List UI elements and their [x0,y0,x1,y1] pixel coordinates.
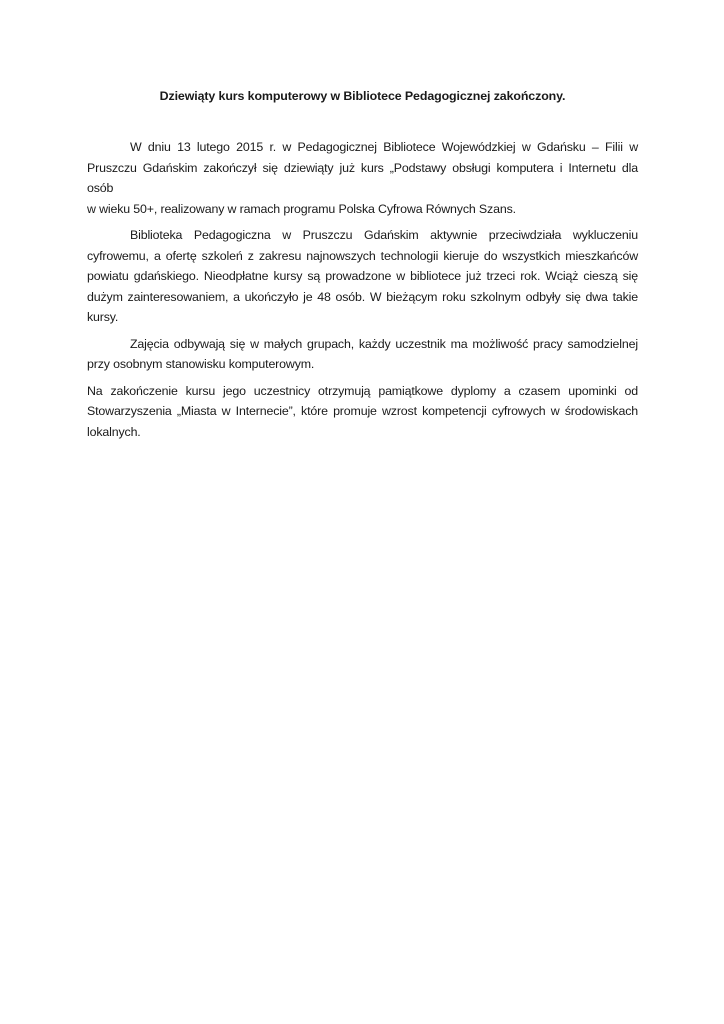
document-body [87,137,638,448]
document-page [87,0,638,1024]
paragraph-1-line-2: Pruszczu Gdańskim zakończył się dziewiąty już kurs „Podstawy obsługi komputera i Internetu dla [87,160,638,175]
paragraph-1-continued [87,158,638,220]
paragraph-1-line-4: w wieku 50+, realizowany w ramach programu Polska Cyfrowa Równych Szans. [87,201,516,216]
paragraph-1-line-3: osób [87,181,114,195]
paragraph-1 [87,137,638,158]
paragraph-3: Zajęcia odbywają się w małych grupach, każdy uczestnik ma możliwość pracy samodzielnej przy osobnym stanowisku komputerowym. [87,336,638,371]
paragraph-4: Na zakończenie kursu jego uczestnicy otrzymują pamiątkowe dyplomy a czasem upominki od Stowarzyszenia „Miasta w Internecie”, które promuje wzrost kompetencji cyfrowych w środowiskach lokalnych. [87,383,638,439]
document-title: Dziewiąty kurs komputerowy w Bibliotece Pedagogicznej zakończony. [159,89,566,103]
paragraph-2: Biblioteka Pedagogiczna w Pruszczu Gdańskim aktywnie przeciwdziała wykluczeniu cyfrowemu, a ofertę szkoleń z zakresu najnowszych technologii kieruje do wszystkich mieszkańców powiatu gdańskiego. Nieodpłatne kursy są prowadzone w bibliotece już trzeci rok. Wciąż cieszą się dużym zainteresowaniem, a ukończyło je 48 osób. W bieżącym roku szkolnym odbyły się dwa takie kursy. [87,228,638,324]
paragraph-1-line-1: W dniu 13 lutego 2015 r. w Pedagogicznej Bibliotece Wojewódzkiej w Gdańsku – Filii w [130,140,638,154]
